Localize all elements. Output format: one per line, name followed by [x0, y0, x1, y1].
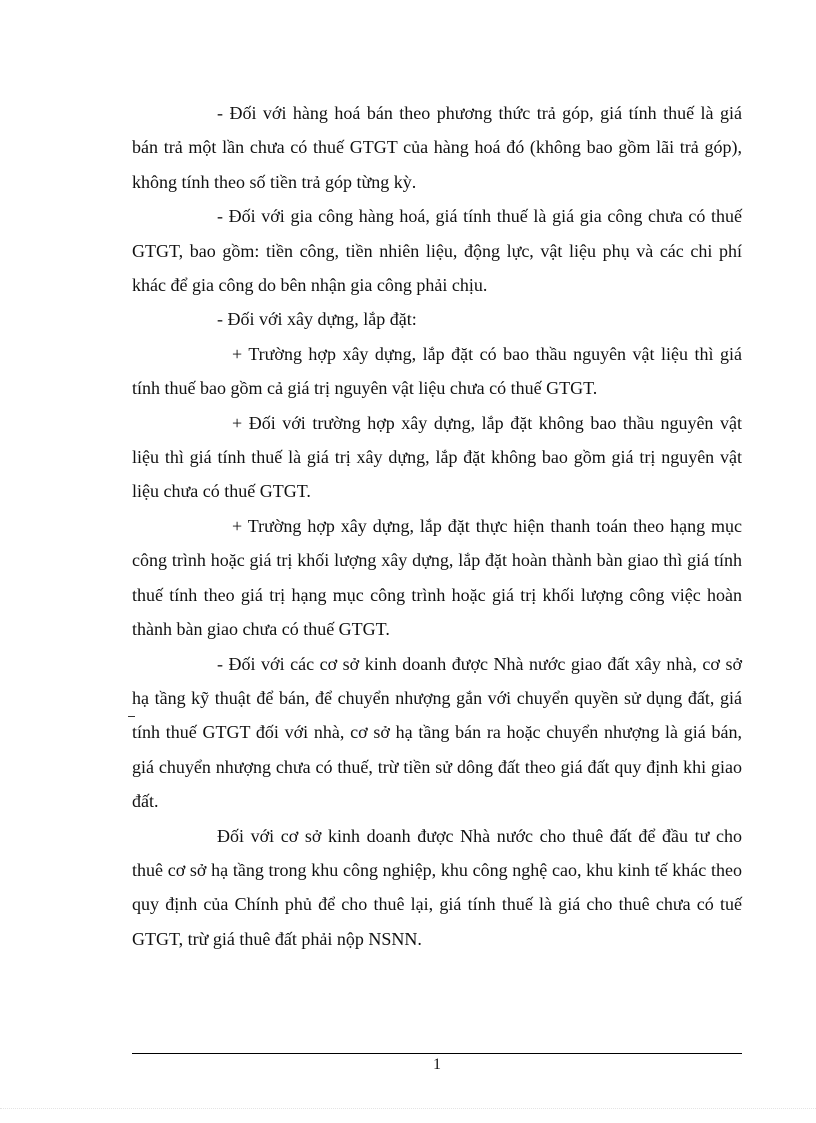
- margin-tick-mark: [128, 716, 135, 717]
- page-bottom-dotted-edge: [0, 1108, 816, 1109]
- paragraph-construction-payment-items: + Trường hợp xây dựng, lắp đặt thực hiện thanh toán theo hạng mục công trình hoặc giá trị khối lượng xây dựng, lắp đặt hoàn thành bàn giao thì giá tính thuế tính theo giá trị hạng mục công trình hoặc giá trị khối lượng công việc hoàn thành bàn giao chưa có thuế GTGT.: [132, 515, 742, 640]
- paragraph-installment-sales: - Đối với hàng hoá bán theo phương thức trả góp, giá tính thuế là giá bán trả một lần chưa có thuế GTGT của hàng hoá đó (không bao gồm lãi trả góp), không tính theo số tiền trả góp từng kỳ.: [132, 103, 742, 192]
- body-text: [132, 96, 742, 956]
- paragraph-processing-goods: - Đối với gia công hàng hoá, giá tính thuế là giá gia công chưa có thuế GTGT, bao gồm: tiền công, tiền nhiên liệu, động lực, vật liệu phụ và các chi phí khác để gia công do bên nhận gia công phải chịu.: [132, 206, 742, 296]
- paragraph-construction-without-materials: + Đối với trường hợp xây dựng, lắp đặt không bao thầu nguyên vật liệu thì giá tính thuế là giá trị xây dựng, lắp đặt không bao gồm giá trị nguyên vật liệu chưa có thuế GTGT.: [132, 412, 742, 502]
- paragraph-construction-with-materials: + Trường hợp xây dựng, lắp đặt có bao thầu nguyên vật liệu thì giá tính thuế bao gồm cả giá trị nguyên vật liệu chưa có thuế GTGT.: [132, 343, 742, 399]
- paragraph-land-allocation: - Đối với các cơ sở kinh doanh được Nhà nước giao đất xây nhà, cơ sở hạ tầng kỹ thuật để bán, để chuyển nhượng gắn với chuyển quyền sử dụng đất, giá tính thuế GTGT đối với nhà, cơ sở hạ tầng bán ra hoặc chuyển nhượng là giá bán, giá chuyển nhượng chưa có thuế, trừ tiền sử dông đất theo giá đất quy định khi giao đất.: [132, 653, 742, 812]
- footer-divider: [132, 1053, 742, 1054]
- paragraph-land-lease: Đối với cơ sở kinh doanh được Nhà nước cho thuê đất để đầu tư cho thuê cơ sở hạ tầng trong khu công nghiệp, khu công nghệ cao, khu kinh tế khác theo quy định của Chính phủ để cho thuê lại, giá tính thuế là giá cho thuê chưa có tuế GTGT, trừ giá thuê đất phải nộp NSNN.: [132, 825, 742, 949]
- paragraph-construction-heading: - Đối với xây dựng, lắp đặt:: [217, 309, 417, 330]
- page-number: 1: [433, 1056, 441, 1073]
